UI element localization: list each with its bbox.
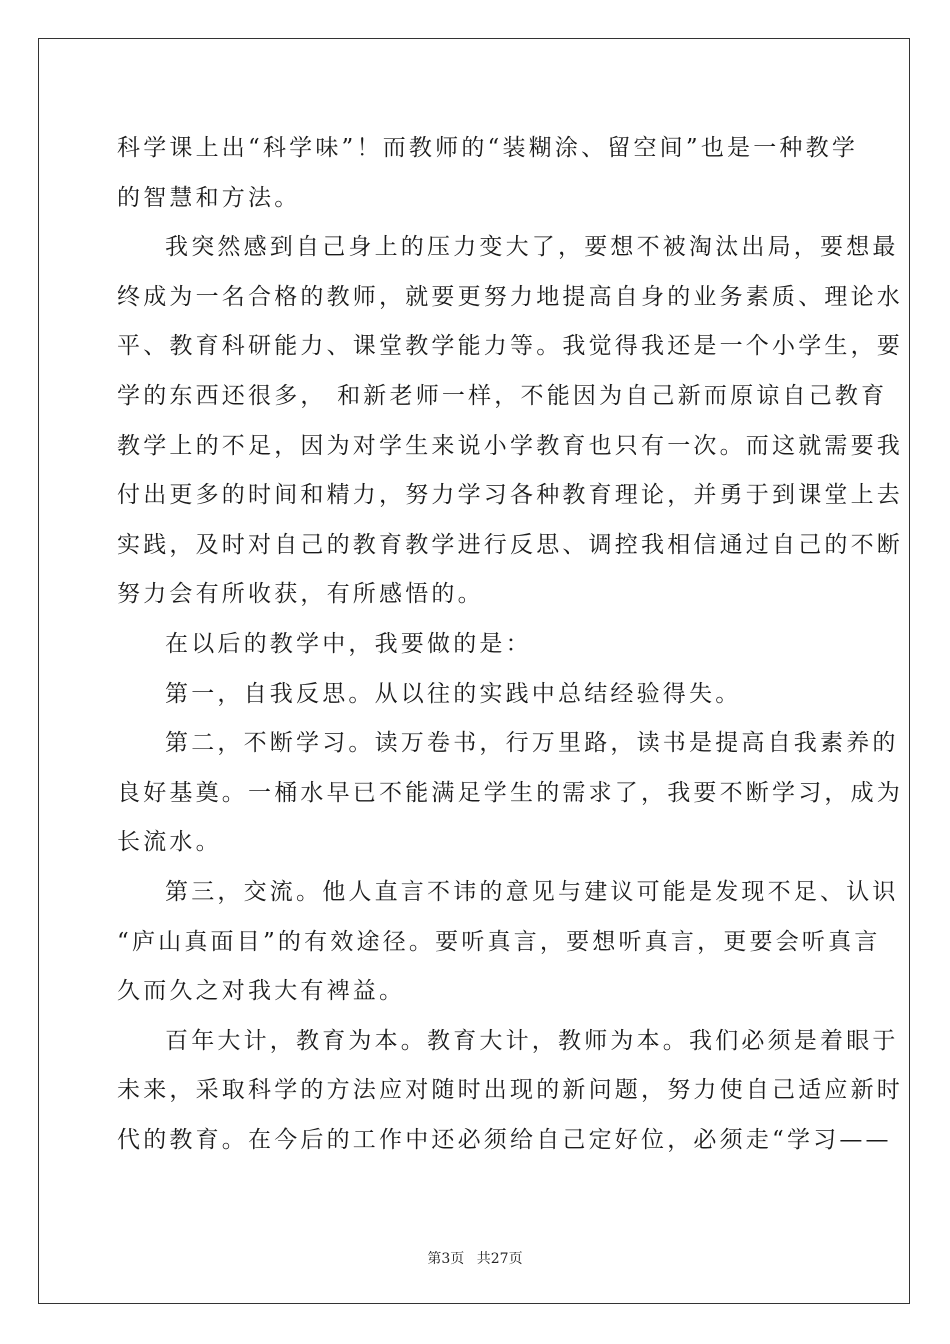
text-line: 的智慧和方法。: [117, 184, 301, 211]
document-body: [117, 124, 903, 1165]
text-line: 实践，及时对自己的教育教学进行反思、调控我相信通过自己的不断: [117, 531, 903, 558]
page-number: 第3页: [427, 1251, 465, 1267]
text-line: 长流水。: [117, 829, 222, 856]
text-line: 努力会有所收获，有所感悟的。: [117, 581, 484, 608]
text-line: 教学上的不足，因为对学生来说小学教育也只有一次。而这就需要我: [117, 432, 903, 459]
text-line: 第一，自我反思。从以往的实践中总结经验得失。: [165, 680, 742, 707]
text-line: 良好基奠。一桶水早已不能满足学生的需求了，我要不断学习，成为: [117, 779, 903, 806]
page-footer: [0, 1248, 950, 1268]
text-line: 平、教育科研能力、课堂教学能力等。我觉得我还是一个小学生，要: [117, 333, 903, 360]
text-line: “庐山真面目”的有效途径。要听真言，要想听真言，更要会听真言: [117, 928, 881, 955]
text-line: 第二，不断学习。读万卷书，行万里路，读书是提高自我素养的: [165, 730, 899, 757]
text-line: 在以后的教学中，我要做的是：: [165, 630, 532, 657]
text-line: 第三，交流。他人直言不讳的意见与建议可能是发现不足、认识: [165, 878, 899, 905]
text-line: 我突然感到自己身上的压力变大了，要想不被淘汰出局，要想最: [165, 234, 899, 261]
text-line: 学的东西还很多， 和新老师一样，不能因为自己新而原谅自己教育: [117, 382, 888, 409]
text-line: 百年大计，教育为本。教育大计，教师为本。我们必须是着眼于: [165, 1027, 899, 1054]
text-line: 科学课上出“科学味”！而教师的“装糊涂、留空间”也是一种教学: [117, 135, 859, 161]
text-line: 代的教育。在今后的工作中还必须给自己定好位，必须走“学习——: [117, 1126, 892, 1153]
text-line: 终成为一名合格的教师，就要更努力地提高自身的业务素质、理论水: [117, 283, 903, 310]
text-line: 久而久之对我大有裨益。: [117, 978, 406, 1005]
text-line: 未来，采取科学的方法应对随时出现的新问题，努力使自己适应新时: [117, 1077, 903, 1104]
page-total: 共27页: [476, 1251, 523, 1267]
text-line: 付出更多的时间和精力，努力学习各种教育理论，并勇于到课堂上去: [117, 482, 903, 509]
